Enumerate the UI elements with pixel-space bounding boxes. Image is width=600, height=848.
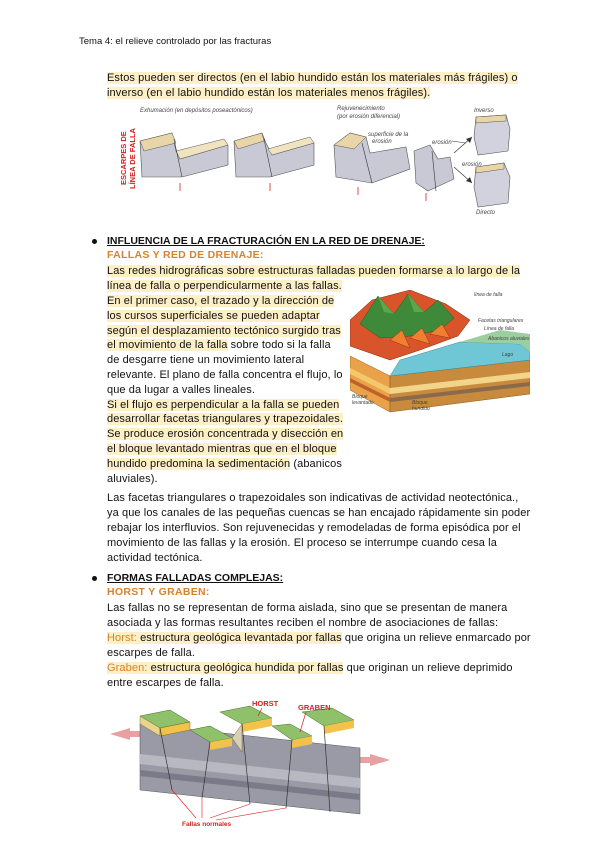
horst-graben-diagram	[110, 694, 390, 834]
section1-full-line-1: Las redes hidrográficas sobre estructuras falladas pueden formarse a lo largo de la	[107, 265, 521, 277]
fault-block-6	[474, 163, 510, 207]
section1-left-line: Si el flujo es perpendicular a la falla se pueden	[107, 398, 340, 411]
section1-title: INFLUENCIA DE LA FRACTURACIÓN EN LA RED DE DRENAJE:	[107, 235, 425, 247]
fig2-label-bloque-lev-1: Bloque	[352, 394, 368, 400]
fig1-label-rejuv-2: (por erosión diferencial)	[337, 114, 401, 120]
bullet-dot-2	[92, 576, 97, 581]
section1-left-line: el movimiento de la falla sobre todo si la falla	[107, 339, 331, 352]
fig2-label-lago: Lago	[502, 352, 514, 358]
section2-subtitle: HORST Y GRABEN:	[107, 586, 210, 598]
section1-left-line: los cursos superficiales se pueden adaptar	[107, 309, 320, 322]
section1-after-line-3: rebajar los interfluvios. Son rejuvenecidas y remodeladas de forma episódica por el	[107, 522, 521, 534]
section1-left-line: aluviales).	[107, 472, 158, 485]
section1-left-line: desarrollar facetas triangulares y trapezoidales.	[107, 413, 344, 426]
fig2-label-abanicos: Abanicos aluviales	[488, 336, 530, 342]
section2-title: FORMAS FALLADAS COMPLEJAS:	[107, 572, 284, 584]
fig2-label-facetas: Facetas triangulares	[478, 318, 524, 324]
fault-scarps-figure	[110, 103, 520, 215]
graben-definition: Graben: estructura geológica hundida por fallas que originan un relieve deprimido	[107, 662, 513, 674]
intro-line-2: inverso (en el labio hundido están los materiales menos frágiles).	[107, 87, 431, 99]
section1-left-line: según el desplazamiento tectónico surgido tras	[107, 324, 341, 337]
fig2-label-bloque-lev-2: levantado	[352, 400, 374, 406]
fig3-label-graben: GRABEN	[298, 703, 331, 712]
fig2-label-linea: línea de falla	[474, 292, 503, 298]
fig2-label-linea2: Línea de falla	[484, 326, 515, 332]
fig1-label-inverso: Inverso	[474, 108, 494, 114]
horst-definition-line-2: escarpes de falla.	[107, 647, 196, 659]
fig1-label-superficie-2: erosión	[372, 139, 392, 145]
fig1-label-erosion-2: erosión	[462, 162, 482, 168]
fig1-side-label-1: ESCARPES DE	[119, 131, 128, 185]
fig2-label-bloque-hun-2: hundido	[412, 406, 430, 412]
section1-after-line-4: movimiento de las fallas y la erosión. El proceso se interrumpe cuando cesa la	[107, 537, 497, 549]
section1-left-line: Se produce erosión concentrada y disección en	[107, 428, 344, 441]
section1-left-line: que da lugar a valles lineales.	[107, 383, 256, 396]
fault-block-5	[474, 115, 510, 155]
horst-definition: Horst: estructura geológica levantada por fallas que origina un relieve enmarcado por	[107, 632, 531, 644]
section2-line-1: Las fallas no se representan de forma aislada, sino que se presentan de manera	[107, 602, 508, 614]
bullet-dot-1	[92, 239, 97, 244]
fig1-label-directo: Directo	[476, 210, 496, 215]
fig1-side-label-2: LÍNEA DE FALLA	[128, 128, 137, 189]
section1-full-line-2: línea de falla o perpendicularmente a las fallas.	[107, 280, 342, 292]
section1-left-line: hundido predomina la sedimentación (abanicos	[107, 457, 342, 470]
section1-subtitle: FALLAS Y RED DE DRENAJE:	[107, 249, 264, 261]
drainage-block-diagram	[350, 290, 530, 416]
fig1-label-erosion: erosión	[432, 140, 452, 146]
section1-left-line: de desgarre tiene un movimiento lateral	[107, 354, 305, 367]
section1-after-line-1: Las facetas triangulares o trapezoidales son indicativas de actividad neotectónica.,	[107, 492, 519, 504]
fig1-label-rejuv-1: Rejuvenecimiento	[337, 106, 385, 112]
section1-left-line: relevante. El plano de falla concentra el flujo, lo	[107, 369, 343, 381]
page-header: Tema 4: el relieve controlado por las fracturas	[79, 36, 272, 47]
section1-after-line-2: ya que los canales de las pequeñas cuencas se han encajado rápidamente sin poder	[107, 507, 531, 519]
fig3-label-fallas: Fallas normales	[182, 821, 232, 828]
section2-line-2: asociada y las formas resultantes reciben el nombre de asociaciones de fallas:	[107, 617, 499, 629]
fig1-label-superficie-1: superficie de la	[368, 132, 409, 138]
graben-definition-line-2: entre escarpes de falla.	[107, 677, 224, 689]
fig3-label-horst: HORST	[252, 699, 279, 708]
fig2-label-bloque-hun-1: Bloque	[412, 400, 428, 406]
fig1-label-exhumacion: Exhumación (en depósitos poseactónicos)	[140, 108, 253, 114]
section1-left-line: En el primer caso, el trazado y la dirección de	[107, 295, 335, 307]
intro-line-1: Estos pueden ser directos (en el labio hundido están los materiales más frágiles) o	[107, 72, 518, 84]
section1-after-line-5: actividad tectónica.	[107, 552, 203, 564]
section1-left-line: el bloque levantado mientras que en el bloque	[107, 443, 337, 455]
